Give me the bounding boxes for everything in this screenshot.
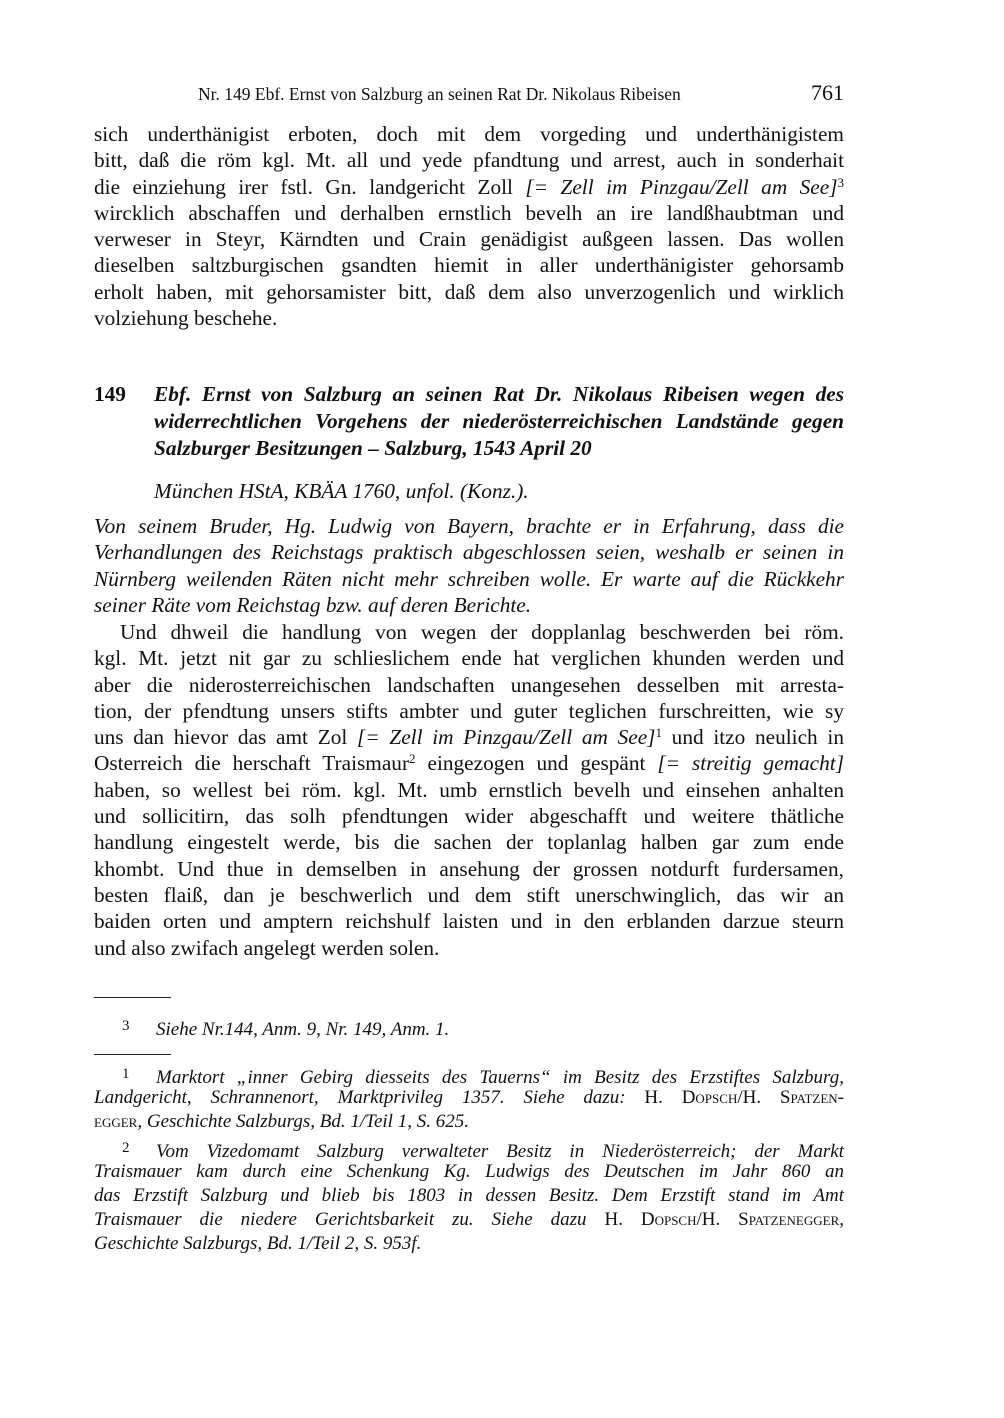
footnote-rule [94,997,171,998]
footnote-line: Traismauer kam durch eine Schenkung Kg. Ludwigs des Deutschen im Jahr 860 an [94,1161,844,1182]
document-number: 149 [94,382,126,406]
text-line: tion, der pfendtung unsers stifts ambter und guter teglichen furschreitten, wie sy [94,698,844,723]
text-line: haben, so wellest bei röm. kgl. Mt. umb ernstlich bevelh und einsehen anhalten [94,777,844,802]
text-line: handlung eingestelt werde, bis die sachen der toplanlag halben gar zum ende [94,830,844,855]
text-line: bitt, daß die röm kgl. Mt. all und yede pfandtung und arrest, auch in sonderhait [94,148,844,173]
regest: Von seinem Bruder, Hg. Ludwig von Bayern, brachte er in Erfahrung, dass die Verhandlungen des Reichstags praktisch abgeschlossen seien, weshalb er seinen in Nürnberg weilenden Räten nicht mehr schreiben wolle. Er warte auf die Rückkehr seiner Räte vom Reichstag bzw. auf deren Berichte. [94,514,844,617]
footnote-line: Traismauer die niedere Gerichtsbarkeit zu. Siehe dazu H. Dopsch/H. Spatzenegger, [94,1209,844,1230]
text-line: kgl. Mt. jetzt nit gar zu schlieslichem ende hat verglichen khunden werden und [94,646,844,671]
text-line: Osterreich die herschaft Traismaur$^2$ eingezogen und gespänt [= streitig gemacht] [94,751,844,776]
footnote-ref: 2 [409,751,416,767]
footnote-ref: 3 [837,174,844,190]
text-line: Und dhweil die handlung von wegen der dopplanlag beschwerden bei röm. [120,620,844,644]
footnote-line: 1 Marktort „inner Gebirg diesseits des Tauerns“ im Besitz des Erzstiftes Salzburg, [122,1066,844,1088]
footnote-rule [94,1054,171,1055]
footnote-ref: 1 [655,725,662,741]
running-header [94,80,844,110]
text-line: wircklich abschaffen und derhalben ernstlich bevelh an ire landßhaubtman und [94,200,844,225]
text-line: die einziehung irer fstl. Gn. landgericht Zoll [= Zell im Pinzgau/Zell am See]$^3$ [94,174,844,199]
source-citation: München HStA, KBÄA 1760, unfol. (Konz.). [154,479,529,503]
top-paragraph [94,121,844,331]
footnote-line: 2 Vom Vizedomamt Salzburg verwalteter Besitz in Niederösterreich; der Markt [122,1140,844,1162]
text-line: aber die niderosterreichischen landschaften unangesehen desselben mit arresta- [94,672,844,697]
text-line: besten flaiß, dan je beschwerlich und dem stift unerschwinglich, das wir an [94,882,844,907]
footnote-line: egger, Geschichte Salzburgs, Bd. 1/Teil 1, S. 625. [94,1111,469,1132]
document-text [94,619,844,961]
text-line: uns dan hievor das amt Zol [= Zell im Pinzgau/Zell am See]$^1$ und itzo neulich in [94,725,844,750]
footnote-line: Landgericht, Schrannenort, Marktprivileg 1357. Siehe dazu: H. Dopsch/H. Spatzen- [94,1087,844,1108]
text-line: dieselben saltzburgischen gsandten hiemit in aller underthänigister gehorsamb [94,253,844,278]
footnote-line: Geschichte Salzburgs, Bd. 1/Teil 2, S. 953f. [94,1233,422,1254]
page-number: 761 [811,80,844,105]
footnote: 3 Siehe Nr.144, Anm. 9, Nr. 149, Anm. 1. [122,1018,450,1040]
text-line: und sollicitirn, das solh pfendtungen wider abgeschafft und weitere thätliche [94,804,844,829]
footnotes-previous-document [94,1014,844,1038]
footnotes [94,1062,844,1256]
footnote-line: das Erzstift Salzburg und blieb bis 1803 in dessen Besitz. Dem Erzstift stand im Amt [94,1185,844,1206]
text-line: baiden orten und amptern reichshulf laisten und in den erblanden darzue steurn [94,909,844,934]
text-line: sich underthänigist erboten, doch mit dem vorgeding und underthänigistem [94,122,844,146]
text-line: khombt. Und thue in demselben in ansehung der grossen notdurft furdersamen, [94,856,844,881]
document-heading [94,381,844,465]
text-line: volziehung beschehe. [94,306,278,331]
document-title: Ebf. Ernst von Salzburg an seinen Rat Dr. Nikolaus Ribeisen wegen des widerrechtlichen Vorgehens der niederösterreichischen Landstände gegen Salzburger Besitzungen – Salzburg, 1543 April 20 [154,382,844,460]
text-line: verweser in Steyr, Kärndten und Crain genädigist außgeen lassen. Das wollen [94,227,844,252]
text-line: und also zwifach angelegt werden solen. [94,935,440,960]
running-title: Nr. 149 Ebf. Ernst von Salzburg an seinen Rat Dr. Nikolaus Ribeisen [198,84,681,104]
text-line: erholt haben, mit gehorsamister bitt, daß dem also unverzogenlich und wirklich [94,279,844,304]
